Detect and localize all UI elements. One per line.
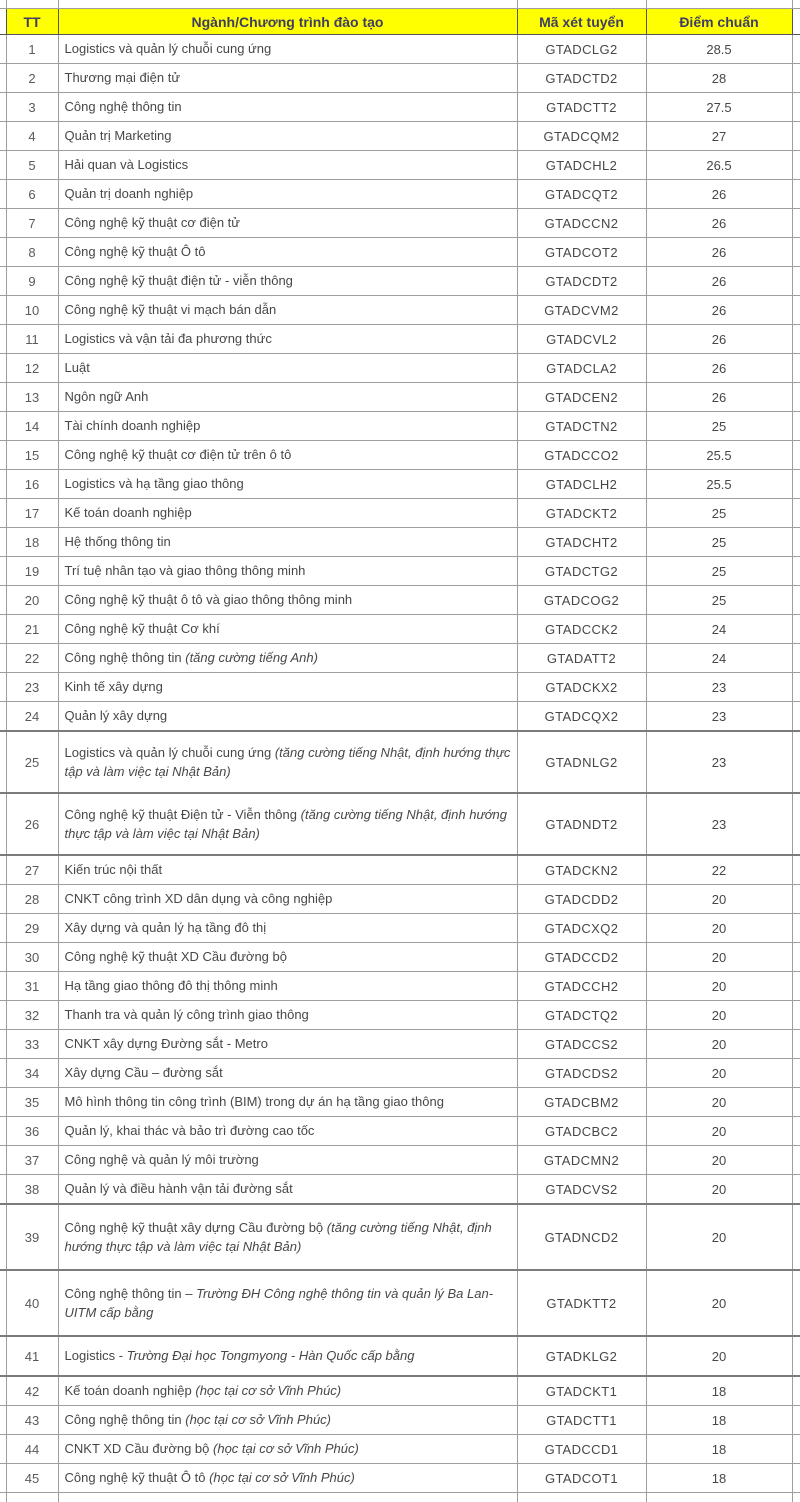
program-name: CNKT XD Cầu đường bộ (học tại cơ sở Vĩnh Phúc) <box>58 1435 517 1464</box>
table-row <box>0 1175 800 1205</box>
row-number: 22 <box>6 644 58 673</box>
benchmark-score: 25 <box>646 499 792 528</box>
program-name: Công nghệ kỹ thuật ô tô và giao thông thông minh <box>58 586 517 615</box>
table-row <box>0 354 800 383</box>
program-name: Quản trị Marketing <box>58 122 517 151</box>
row-number: 23 <box>6 673 58 702</box>
row-number: 38 <box>6 1175 58 1205</box>
benchmark-score: 23 <box>646 702 792 732</box>
grid-margin-right <box>792 885 800 914</box>
program-name: Công nghệ kỹ thuật Điện tử - Viễn thông (tăng cường tiếng Nhật, định hướng thực tập và làm việc tại Nhật Bản) <box>58 793 517 855</box>
admission-code: GTADCLH2 <box>517 470 646 499</box>
table-row <box>0 1001 800 1030</box>
program-note: Trường Đại học Tongmyong - Hàn Quốc cấp bằng <box>127 1348 415 1363</box>
grid-margin-right <box>792 93 800 122</box>
program-note: (tăng cường tiếng Nhật, định hướng thực tập và làm việc tại Nhật Bản) <box>65 745 511 780</box>
admission-code: GTADCBC2 <box>517 1117 646 1146</box>
program-name: Xây dựng và quản lý hạ tầng đô thị <box>58 914 517 943</box>
grid-margin-right <box>792 914 800 943</box>
program-name: Luật <box>58 354 517 383</box>
admission-code: GTADCDD2 <box>517 885 646 914</box>
row-number: 9 <box>6 267 58 296</box>
table-row <box>0 673 800 702</box>
admission-code: GTADNCD2 <box>517 1204 646 1270</box>
grid-margin-right <box>792 1146 800 1175</box>
program-note: (học tại cơ sở Vĩnh Phúc) <box>213 1441 359 1456</box>
table-row <box>0 1117 800 1146</box>
program-name: Công nghệ thông tin (tăng cường tiếng Anh) <box>58 644 517 673</box>
grid-margin-right <box>792 586 800 615</box>
grid-cell <box>646 1493 792 1502</box>
program-note: (tăng cường tiếng Nhật, định hướng thực tập và làm việc tại Nhật Bản) <box>65 807 508 842</box>
grid-margin-right <box>792 499 800 528</box>
program-name: Công nghệ và quản lý môi trường <box>58 1146 517 1175</box>
table-row <box>0 35 800 64</box>
benchmark-score: 25 <box>646 528 792 557</box>
grid-margin-right <box>792 1175 800 1205</box>
program-name: Logistics và quản lý chuỗi cung ứng <box>58 35 517 64</box>
program-name: Kế toán doanh nghiệp (học tại cơ sở Vĩnh Phúc) <box>58 1376 517 1406</box>
benchmark-score: 20 <box>646 972 792 1001</box>
header-program: Ngành/Chương trình đào tạo <box>58 9 517 35</box>
header-admission-code: Mã xét tuyển <box>517 9 646 35</box>
row-number: 3 <box>6 93 58 122</box>
grid-margin-right <box>792 557 800 586</box>
program-name: Công nghệ kỹ thuật cơ điện tử trên ô tô <box>58 441 517 470</box>
grid-margin-right <box>792 943 800 972</box>
grid-cell <box>517 1493 646 1502</box>
admission-code: GTADNDT2 <box>517 793 646 855</box>
admission-code: GTADCCK2 <box>517 615 646 644</box>
grid-margin-right <box>792 972 800 1001</box>
row-number: 5 <box>6 151 58 180</box>
program-name: Công nghệ thông tin <box>58 93 517 122</box>
row-number: 44 <box>6 1435 58 1464</box>
grid-margin-right <box>792 1493 800 1502</box>
row-number: 39 <box>6 1204 58 1270</box>
admission-code: GTADCLA2 <box>517 354 646 383</box>
table-row <box>0 93 800 122</box>
grid-margin-right <box>792 615 800 644</box>
table-row <box>0 914 800 943</box>
program-name: Công nghệ thông tin – Trường ĐH Công nghệ thông tin và quản lý Ba Lan- UITM cấp bằng <box>58 1270 517 1336</box>
admission-code: GTADCCS2 <box>517 1030 646 1059</box>
grid-margin-right <box>792 1059 800 1088</box>
row-number: 26 <box>6 793 58 855</box>
benchmark-score: 20 <box>646 1204 792 1270</box>
benchmark-score: 18 <box>646 1464 792 1493</box>
grid-margin-right <box>792 470 800 499</box>
row-number: 20 <box>6 586 58 615</box>
program-name: CNKT công trình XD dân dụng và công nghiệp <box>58 885 517 914</box>
program-name: Công nghệ thông tin (học tại cơ sở Vĩnh Phúc) <box>58 1406 517 1435</box>
grid-margin-right <box>792 528 800 557</box>
admission-code: GTADATT2 <box>517 644 646 673</box>
program-name: Logistics và vận tải đa phương thức <box>58 325 517 354</box>
benchmark-score: 20 <box>646 885 792 914</box>
header-benchmark-score: Điểm chuẩn <box>646 9 792 35</box>
grid-margin-right <box>792 354 800 383</box>
table-row <box>0 499 800 528</box>
benchmark-score: 23 <box>646 673 792 702</box>
program-name: Quản lý xây dựng <box>58 702 517 732</box>
row-number: 40 <box>6 1270 58 1336</box>
admission-code: GTADCDS2 <box>517 1059 646 1088</box>
program-name: Hạ tầng giao thông đô thị thông minh <box>58 972 517 1001</box>
benchmark-score: 20 <box>646 1336 792 1376</box>
row-number: 14 <box>6 412 58 441</box>
admission-code: GTADCTT2 <box>517 93 646 122</box>
admission-code: GTADCVM2 <box>517 296 646 325</box>
benchmark-score: 26 <box>646 238 792 267</box>
admission-code: GTADCKN2 <box>517 855 646 885</box>
admission-code: GTADCQM2 <box>517 122 646 151</box>
program-name: Quản trị doanh nghiệp <box>58 180 517 209</box>
admission-code: GTADCTN2 <box>517 412 646 441</box>
grid-margin-right <box>792 673 800 702</box>
admission-code: GTADCEN2 <box>517 383 646 412</box>
admission-code: GTADCVL2 <box>517 325 646 354</box>
admission-code: GTADCKT1 <box>517 1376 646 1406</box>
row-number: 35 <box>6 1088 58 1117</box>
grid-margin-right <box>792 209 800 238</box>
benchmark-score: 25 <box>646 586 792 615</box>
table-row <box>0 855 800 885</box>
row-number: 2 <box>6 64 58 93</box>
table-row <box>0 1204 800 1270</box>
benchmark-score: 24 <box>646 615 792 644</box>
grid-cell <box>6 1493 58 1502</box>
grid-margin-right <box>792 267 800 296</box>
admission-code: GTADCTT1 <box>517 1406 646 1435</box>
row-number: 11 <box>6 325 58 354</box>
table-row <box>0 943 800 972</box>
benchmark-score: 20 <box>646 1088 792 1117</box>
grid-partial-row-bottom <box>0 1493 800 1502</box>
table-row <box>0 557 800 586</box>
program-name: CNKT xây dựng Đường sắt - Metro <box>58 1030 517 1059</box>
grid-margin-right <box>792 325 800 354</box>
row-number: 31 <box>6 972 58 1001</box>
admission-code: GTADCKT2 <box>517 499 646 528</box>
row-number: 32 <box>6 1001 58 1030</box>
grid-cell <box>58 0 517 9</box>
table-row <box>0 180 800 209</box>
program-name: Hệ thống thông tin <box>58 528 517 557</box>
program-name: Logistics và hạ tầng giao thông <box>58 470 517 499</box>
program-name: Xây dựng Cầu – đường sắt <box>58 1059 517 1088</box>
table-row <box>0 1030 800 1059</box>
row-number: 25 <box>6 731 58 793</box>
row-number: 21 <box>6 615 58 644</box>
grid-margin-right <box>792 702 800 732</box>
row-number: 10 <box>6 296 58 325</box>
benchmark-score: 18 <box>646 1376 792 1406</box>
header-tt: TT <box>6 9 58 35</box>
grid-margin-right <box>792 151 800 180</box>
program-name: Công nghệ kỹ thuật cơ điện tử <box>58 209 517 238</box>
benchmark-score: 26 <box>646 267 792 296</box>
row-number: 6 <box>6 180 58 209</box>
admission-code: GTADCOG2 <box>517 586 646 615</box>
program-note: Trường ĐH Công nghệ thông tin và quản lý Ba Lan- UITM cấp bằng <box>65 1286 494 1321</box>
table-row <box>0 412 800 441</box>
row-number: 43 <box>6 1406 58 1435</box>
row-number: 28 <box>6 885 58 914</box>
grid-margin-right <box>792 1030 800 1059</box>
row-number: 18 <box>6 528 58 557</box>
admission-code: GTADCLG2 <box>517 35 646 64</box>
program-name: Quản lý và điều hành vận tải đường sắt <box>58 1175 517 1205</box>
program-name: Công nghệ kỹ thuật điện tử - viễn thông <box>58 267 517 296</box>
grid-margin-right <box>792 1001 800 1030</box>
grid-margin-right <box>792 793 800 855</box>
table-row <box>0 151 800 180</box>
program-name: Công nghệ kỹ thuật XD Cầu đường bộ <box>58 943 517 972</box>
table-row <box>0 731 800 793</box>
admission-code: GTADCHL2 <box>517 151 646 180</box>
grid-margin-right <box>792 1435 800 1464</box>
benchmark-score: 20 <box>646 1001 792 1030</box>
table-row <box>0 793 800 855</box>
program-name: Thanh tra và quản lý công trình giao thông <box>58 1001 517 1030</box>
grid-margin-right <box>792 0 800 9</box>
admission-code: GTADCMN2 <box>517 1146 646 1175</box>
table-row <box>0 702 800 732</box>
admission-code: GTADCTD2 <box>517 64 646 93</box>
grid-margin-right <box>792 1117 800 1146</box>
row-number: 33 <box>6 1030 58 1059</box>
row-number: 15 <box>6 441 58 470</box>
table-row <box>0 615 800 644</box>
benchmark-score: 26 <box>646 296 792 325</box>
admission-code: GTADCVS2 <box>517 1175 646 1205</box>
benchmark-score: 18 <box>646 1406 792 1435</box>
program-note: (học tại cơ sở Vĩnh Phúc) <box>209 1470 355 1485</box>
table-row <box>0 441 800 470</box>
table-row <box>0 325 800 354</box>
table-row <box>0 1406 800 1435</box>
row-number: 16 <box>6 470 58 499</box>
program-name: Trí tuệ nhân tạo và giao thông thông minh <box>58 557 517 586</box>
table-row <box>0 267 800 296</box>
row-number: 34 <box>6 1059 58 1088</box>
grid-margin-right <box>792 1406 800 1435</box>
program-name: Kinh tế xây dựng <box>58 673 517 702</box>
admission-code: GTADCCH2 <box>517 972 646 1001</box>
program-name: Kiến trúc nội thất <box>58 855 517 885</box>
table-row <box>0 470 800 499</box>
admission-code: GTADCDT2 <box>517 267 646 296</box>
row-number: 8 <box>6 238 58 267</box>
row-number: 42 <box>6 1376 58 1406</box>
admission-code: GTADCBM2 <box>517 1088 646 1117</box>
program-name: Công nghệ kỹ thuật Ô tô (học tại cơ sở Vĩnh Phúc) <box>58 1464 517 1493</box>
grid-partial-row-top <box>0 0 800 9</box>
table-row <box>0 1146 800 1175</box>
admission-code: GTADKTT2 <box>517 1270 646 1336</box>
grid-cell <box>646 0 792 9</box>
grid-margin-right <box>792 441 800 470</box>
row-number: 13 <box>6 383 58 412</box>
table-row <box>0 122 800 151</box>
grid-margin-right <box>792 122 800 151</box>
benchmark-score: 20 <box>646 1059 792 1088</box>
table-row <box>0 1088 800 1117</box>
table-row <box>0 1059 800 1088</box>
grid-margin-right <box>792 35 800 64</box>
table-row <box>0 586 800 615</box>
row-number: 24 <box>6 702 58 732</box>
benchmark-score: 23 <box>646 731 792 793</box>
grid-margin-right <box>792 64 800 93</box>
admission-code: GTADCOT2 <box>517 238 646 267</box>
admission-code: GTADCQT2 <box>517 180 646 209</box>
grid-margin-right <box>792 855 800 885</box>
benchmark-score: 20 <box>646 1117 792 1146</box>
admission-code: GTADCCD2 <box>517 943 646 972</box>
benchmark-score: 26.5 <box>646 151 792 180</box>
program-note: (học tại cơ sở Vĩnh Phúc) <box>185 1412 331 1427</box>
table-row <box>0 383 800 412</box>
row-number: 7 <box>6 209 58 238</box>
benchmark-score: 20 <box>646 1030 792 1059</box>
grid-margin-right <box>792 238 800 267</box>
table-row <box>0 528 800 557</box>
program-name: Hải quan và Logistics <box>58 151 517 180</box>
grid-margin-right <box>792 1376 800 1406</box>
benchmark-score: 20 <box>646 1270 792 1336</box>
row-number: 37 <box>6 1146 58 1175</box>
benchmark-score: 26 <box>646 209 792 238</box>
table-row <box>0 644 800 673</box>
program-name: Công nghệ kỹ thuật Ô tô <box>58 238 517 267</box>
table-row <box>0 209 800 238</box>
grid-cell <box>517 0 646 9</box>
table-row <box>0 1270 800 1336</box>
benchmark-score: 26 <box>646 180 792 209</box>
program-name: Ngôn ngữ Anh <box>58 383 517 412</box>
benchmark-score: 25 <box>646 557 792 586</box>
grid-margin-right <box>792 1336 800 1376</box>
program-note: (tăng cường tiếng Anh) <box>185 650 318 665</box>
table-row <box>0 972 800 1001</box>
row-number: 30 <box>6 943 58 972</box>
benchmark-score: 26 <box>646 354 792 383</box>
admission-code: GTADCCO2 <box>517 441 646 470</box>
benchmark-score: 24 <box>646 644 792 673</box>
grid-cell <box>58 1493 517 1502</box>
row-number: 19 <box>6 557 58 586</box>
row-number: 41 <box>6 1336 58 1376</box>
benchmark-score: 20 <box>646 1146 792 1175</box>
program-note: (tăng cường tiếng Nhật, định hướng thực tập và làm việc tại Nhật Bản) <box>65 1220 492 1255</box>
row-number: 17 <box>6 499 58 528</box>
admission-code: GTADCOT1 <box>517 1464 646 1493</box>
benchmark-score: 20 <box>646 914 792 943</box>
row-number: 29 <box>6 914 58 943</box>
grid-margin-right <box>792 9 800 35</box>
grid-margin-right <box>792 296 800 325</box>
program-name: Công nghệ kỹ thuật Cơ khí <box>58 615 517 644</box>
program-name: Thương mại điện tử <box>58 64 517 93</box>
row-number: 12 <box>6 354 58 383</box>
benchmark-score: 25.5 <box>646 441 792 470</box>
benchmark-score: 26 <box>646 325 792 354</box>
grid-margin-right <box>792 1270 800 1336</box>
table-row <box>0 238 800 267</box>
program-name: Logistics - Trường Đại học Tongmyong - Hàn Quốc cấp bằng <box>58 1336 517 1376</box>
program-name: Logistics và quản lý chuỗi cung ứng (tăng cường tiếng Nhật, định hướng thực tập và làm việc tại Nhật Bản) <box>58 731 517 793</box>
benchmark-score: 27 <box>646 122 792 151</box>
benchmark-score: 20 <box>646 1175 792 1205</box>
row-number: 1 <box>6 35 58 64</box>
table-row <box>0 1464 800 1493</box>
table-header-row <box>0 9 800 35</box>
admission-code: GTADCTQ2 <box>517 1001 646 1030</box>
admission-code: GTADCCD1 <box>517 1435 646 1464</box>
row-number: 45 <box>6 1464 58 1493</box>
row-number: 4 <box>6 122 58 151</box>
program-name: Công nghệ kỹ thuật xây dựng Cầu đường bộ (tăng cường tiếng Nhật, định hướng thực tập và làm việc tại Nhật Bản) <box>58 1204 517 1270</box>
benchmark-score: 26 <box>646 383 792 412</box>
table-row <box>0 1435 800 1464</box>
admission-code: GTADNLG2 <box>517 731 646 793</box>
program-name: Quản lý, khai thác và bảo trì đường cao tốc <box>58 1117 517 1146</box>
grid-margin-right <box>792 731 800 793</box>
grid-cell <box>6 0 58 9</box>
table-row <box>0 296 800 325</box>
program-name: Tài chính doanh nghiệp <box>58 412 517 441</box>
table-row <box>0 885 800 914</box>
grid-margin-right <box>792 644 800 673</box>
row-number: 36 <box>6 1117 58 1146</box>
admission-code: GTADKLG2 <box>517 1336 646 1376</box>
benchmark-score: 28 <box>646 64 792 93</box>
benchmark-score: 23 <box>646 793 792 855</box>
row-number: 27 <box>6 855 58 885</box>
benchmark-score: 25 <box>646 412 792 441</box>
admission-code: GTADCXQ2 <box>517 914 646 943</box>
admission-code: GTADCHT2 <box>517 528 646 557</box>
benchmark-score: 25.5 <box>646 470 792 499</box>
benchmark-score: 28.5 <box>646 35 792 64</box>
program-name: Công nghệ kỹ thuật vi mạch bán dẫn <box>58 296 517 325</box>
grid-margin-right <box>792 383 800 412</box>
admission-code: GTADCQX2 <box>517 702 646 732</box>
program-name: Mô hình thông tin công trình (BIM) trong dự án hạ tầng giao thông <box>58 1088 517 1117</box>
benchmark-score: 20 <box>646 943 792 972</box>
benchmark-score: 18 <box>646 1435 792 1464</box>
grid-margin-right <box>792 1464 800 1493</box>
grid-margin-right <box>792 1088 800 1117</box>
grid-margin-right <box>792 180 800 209</box>
grid-margin-right <box>792 1204 800 1270</box>
program-name: Kế toán doanh nghiệp <box>58 499 517 528</box>
admission-code: GTADCTG2 <box>517 557 646 586</box>
program-note: (học tại cơ sở Vĩnh Phúc) <box>195 1383 341 1398</box>
admission-code: GTADCKX2 <box>517 673 646 702</box>
table-row <box>0 64 800 93</box>
table-row <box>0 1376 800 1406</box>
benchmark-score: 22 <box>646 855 792 885</box>
table-row <box>0 1336 800 1376</box>
admission-code: GTADCCN2 <box>517 209 646 238</box>
benchmark-score: 27.5 <box>646 93 792 122</box>
grid-margin-right <box>792 412 800 441</box>
